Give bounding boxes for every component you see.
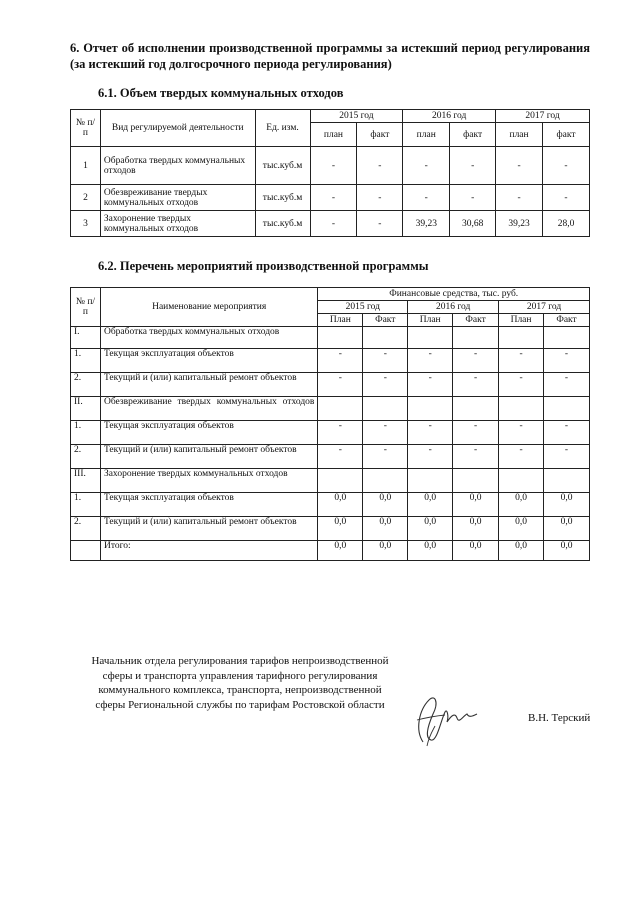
header-plan: план [310,123,357,147]
row-name: Итого: [100,541,317,561]
row-unit: тыс.куб.м [255,147,310,185]
row-num: 2 [71,185,101,211]
table-row [71,469,590,493]
value-cell [408,327,453,349]
table-row [71,541,590,561]
header-year: 2017 год [496,110,590,123]
measures-table [70,287,590,561]
header-plan: план [496,123,543,147]
row-name: Обезвреживание твердых коммунальных отходов [100,397,317,421]
header-fact: Факт [453,314,499,327]
row-num: I. [71,327,101,349]
value-cell: 0,0 [408,517,453,541]
row-unit: тыс.куб.м [255,185,310,211]
value-cell: - [363,421,408,445]
value-cell [544,397,590,421]
row-name: Текущий и (или) капитальный ремонт объектов [100,517,317,541]
value-cell: 0,0 [453,541,499,561]
value-cell: 0,0 [544,517,590,541]
row-num: II. [71,397,101,421]
value-cell: 0,0 [453,517,499,541]
value-cell: 0,0 [318,541,363,561]
value-cell: - [499,349,544,373]
value-cell: - [403,185,450,211]
value-cell: - [499,373,544,397]
table-row [71,397,590,421]
value-cell: - [408,421,453,445]
value-cell: - [318,349,363,373]
table-row [71,517,590,541]
value-cell: 0,0 [544,541,590,561]
header-fact: факт [357,123,403,147]
value-cell: - [453,445,499,469]
handwritten-signature [405,690,485,750]
value-cell: 39,23 [496,211,543,237]
section-heading-measures: 6.2. Перечень мероприятий производственной программы [98,259,429,273]
row-name: Текущий и (или) капитальный ремонт объектов [100,373,317,397]
value-cell: - [310,147,357,185]
value-cell: - [496,185,543,211]
value-cell [499,469,544,493]
header-plan: план [403,123,450,147]
header-year: 2017 год [499,301,590,314]
value-cell [544,327,590,349]
value-cell: - [543,185,590,211]
header-num: № п/п [71,288,101,327]
header-fact: Факт [544,314,590,327]
table-row [71,327,590,349]
value-cell: - [318,373,363,397]
table-row [71,493,590,517]
value-cell: 0,0 [499,541,544,561]
header-year: 2016 год [403,110,496,123]
document-title: 6. Отчет об исполнении производственной программы за истекший период регулирования (за истекший год долгосрочного периода регулирования) [70,41,590,71]
row-name: Текущая эксплуатация объектов [100,421,317,445]
value-cell: 28,0 [543,211,590,237]
header-unit: Ед. изм. [255,110,310,147]
header-num: № п/п [71,110,101,147]
row-name: Текущая эксплуатация объектов [100,349,317,373]
value-cell: 0,0 [363,541,408,561]
value-cell [408,469,453,493]
value-cell: 0,0 [363,493,408,517]
value-cell: - [499,445,544,469]
header-fact: Факт [363,314,408,327]
header-finance: Финансовые средства, тыс. руб. [318,288,590,301]
value-cell [499,397,544,421]
table-row [71,373,590,397]
header-fact: факт [543,123,590,147]
value-cell: - [403,147,450,185]
row-name: Текущая эксплуатация объектов [100,493,317,517]
value-cell: - [363,445,408,469]
value-cell: - [310,211,357,237]
value-cell: 0,0 [499,493,544,517]
row-name: Текущий и (или) капитальный ремонт объектов [100,445,317,469]
header-plan: План [408,314,453,327]
value-cell [318,469,363,493]
table-row [71,211,590,237]
header-plan: План [318,314,363,327]
header-year: 2016 год [408,301,499,314]
header-plan: План [499,314,544,327]
header-fact: факт [450,123,496,147]
header-activity: Вид регулируемой деятельности [100,110,255,147]
row-num: 2. [71,445,101,469]
header-year: 2015 год [310,110,403,123]
value-cell: - [408,373,453,397]
value-cell: 39,23 [403,211,450,237]
table-row [71,147,590,185]
row-num: 2. [71,517,101,541]
row-name: Обработка твердых коммунальных отходов [100,327,317,349]
row-num: 1. [71,421,101,445]
value-cell [453,327,499,349]
value-cell: - [408,445,453,469]
value-cell: - [310,185,357,211]
row-name: Обезвреживание твердых коммунальных отходов [100,185,255,211]
row-num: 2. [71,373,101,397]
value-cell: - [496,147,543,185]
value-cell: - [357,211,403,237]
value-cell: 0,0 [408,493,453,517]
value-cell: - [544,373,590,397]
value-cell: - [453,421,499,445]
value-cell: - [357,185,403,211]
row-num: 3 [71,211,101,237]
value-cell: - [450,147,496,185]
table-row [71,185,590,211]
value-cell: 0,0 [499,517,544,541]
value-cell: - [357,147,403,185]
value-cell: - [363,373,408,397]
value-cell [453,397,499,421]
section-heading-volume: 6.1. Объем твердых коммунальных отходов [98,86,344,100]
value-cell [318,327,363,349]
table-row [71,349,590,373]
value-cell [453,469,499,493]
value-cell [363,397,408,421]
value-cell [363,327,408,349]
value-cell: - [544,445,590,469]
row-num [71,541,101,561]
value-cell [499,327,544,349]
value-cell: 0,0 [408,541,453,561]
row-name: Обработка твердых коммунальных отходов [100,147,255,185]
value-cell: 0,0 [544,493,590,517]
value-cell: - [453,373,499,397]
value-cell: - [543,147,590,185]
value-cell: - [363,349,408,373]
value-cell [408,397,453,421]
value-cell: - [544,421,590,445]
volume-table [70,109,590,237]
value-cell [544,469,590,493]
signatory-name: В.Н. Терский [528,712,591,724]
row-num: III. [71,469,101,493]
row-unit: тыс.куб.м [255,211,310,237]
value-cell: 0,0 [318,493,363,517]
table-row [71,445,590,469]
header-year: 2015 год [318,301,408,314]
value-cell: - [544,349,590,373]
row-num: 1 [71,147,101,185]
value-cell: - [499,421,544,445]
value-cell: - [318,445,363,469]
value-cell: 0,0 [453,493,499,517]
value-cell: - [453,349,499,373]
row-name: Захоронение твердых коммунальных отходов [100,211,255,237]
value-cell: 0,0 [318,517,363,541]
row-num: 1. [71,493,101,517]
row-num: 1. [71,349,101,373]
header-name: Наименование мероприятия [100,288,317,327]
value-cell [318,397,363,421]
table-row [71,421,590,445]
value-cell: - [408,349,453,373]
value-cell: 30,68 [450,211,496,237]
value-cell: 0,0 [363,517,408,541]
value-cell [363,469,408,493]
signatory-position: Начальник отдела регулирования тарифов непроизводственной сферы и транспорта управления тарифного регулирования коммунального комплекса, транспорта, непроизводственной сферы Региональной службы по тарифам Ростовской области [91,655,389,711]
value-cell: - [318,421,363,445]
row-name: Захоронение твердых коммунальных отходов [100,469,317,493]
value-cell: - [450,185,496,211]
